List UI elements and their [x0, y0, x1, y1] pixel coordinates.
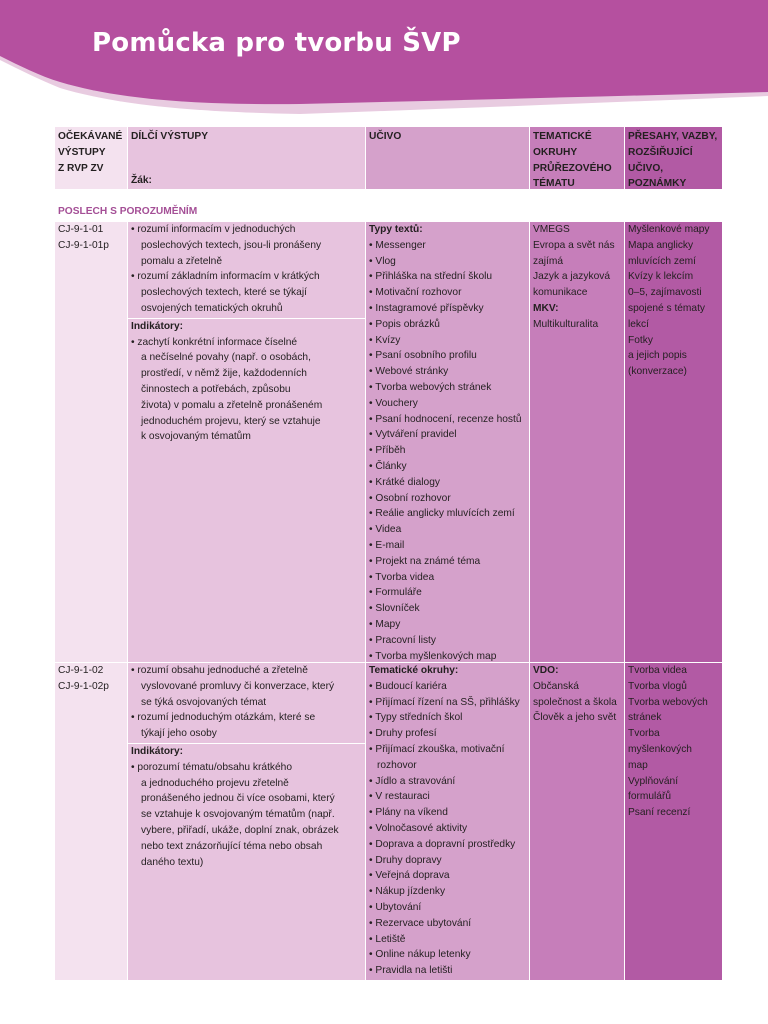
indicator-item — [131, 760, 362, 871]
content-item: • Přihláška na střední školu — [369, 271, 493, 283]
note-item: Mapa anglicky — [628, 239, 694, 251]
header-text: PŘESAHY, VAZBY, — [628, 131, 718, 142]
row2-codes — [55, 663, 127, 980]
header-text: PRŮŘEZOVÉHO — [533, 162, 612, 174]
outcome-code: CJ-9-1-02 — [58, 665, 104, 676]
content-list — [369, 679, 526, 979]
topic-item: Člověk a jeho svět — [533, 712, 617, 724]
note-item: Tvorba webových — [628, 696, 708, 708]
output-line: pomalu a zřetelně — [141, 255, 222, 267]
output-item — [131, 222, 362, 269]
indicator-line: jednoduchém projevu, který se vztahuje — [141, 415, 321, 427]
content-item: • Typy středních škol — [369, 712, 463, 724]
indicator-line: • zachytí konkrétní informace číselné — [131, 336, 298, 348]
notes-list — [628, 663, 719, 821]
header-subtext: Žák: — [131, 175, 152, 186]
content-item: • Instagramové příspěvky — [369, 302, 484, 314]
output-item — [131, 269, 362, 316]
note-item: a jejich popis — [628, 350, 687, 362]
outcome-code: CJ-9-1-02p — [58, 680, 109, 692]
topic-item: MKV: — [533, 302, 559, 314]
content-item: • Ubytování — [369, 901, 422, 913]
output-line: • rozumí základním informacím v krátkých — [131, 271, 320, 283]
topic-item: zajímá — [533, 255, 564, 267]
topic-item: Jazyk a jazyková — [533, 271, 611, 283]
note-item: map — [628, 759, 648, 771]
indicator-line: • porozumí tématu/obsahu krátkého — [131, 761, 292, 773]
content-item: • Pracovní listy — [369, 634, 436, 646]
content-item: • Vlog — [369, 255, 396, 267]
content-item: • Kvízy — [369, 334, 401, 346]
note-item: lekcí — [628, 318, 649, 330]
content-item: • Psaní osobního profilu — [369, 350, 477, 362]
content-item: • Osobní rozhovor — [369, 492, 451, 504]
content-item: • Tvorba webových stránek — [369, 381, 492, 393]
note-item: Psaní recenzí — [628, 807, 691, 819]
header-text: UČIVO — [369, 131, 402, 142]
indicator-line: pronášeného jednou či více osobami, který — [141, 793, 335, 805]
section-title: POSLECH S POROZUMĚNÍM — [58, 206, 198, 217]
title-banner — [0, 0, 768, 116]
note-item: spojené s tématy — [628, 302, 706, 314]
content-label: Tematické okruhy: — [369, 665, 459, 676]
content-item: • E-mail — [369, 539, 405, 551]
note-item: mluvících zemí — [628, 255, 696, 267]
content-item: • Popis obrázků — [369, 318, 440, 330]
notes-list — [628, 222, 719, 380]
note-item: Tvorba videa — [628, 665, 687, 676]
note-item: 0–5, zajímavosti — [628, 287, 702, 299]
content-item: • V restauraci — [369, 791, 430, 803]
content-item: • Tvorba myšlenkových map — [369, 650, 497, 662]
content-item: • Psaní hodnocení, recenze hostů — [369, 413, 522, 425]
indicator-line: k osvojovaným tématům — [141, 431, 251, 443]
header-notes — [625, 127, 722, 189]
row2-outputs — [128, 663, 365, 980]
header-expected-outcomes — [55, 127, 127, 189]
content-item: • Reálie anglicky mluvících zemí — [369, 508, 515, 520]
row2-notes — [625, 663, 722, 980]
topic-item: Evropa a svět nás — [533, 239, 615, 251]
indicator-line: prostředí, v němž žije, každodenních — [141, 368, 307, 380]
topic-item: Multikulturalita — [533, 318, 599, 330]
topic-item: Občanská — [533, 680, 579, 692]
content-item: • Budoucí kariéra — [369, 680, 447, 692]
row1-content — [366, 222, 529, 662]
indicators-label: Indikátory: — [131, 320, 184, 332]
row2-topics — [530, 663, 624, 980]
content-item: • Mapy — [369, 618, 401, 630]
content-item: rozhovor — [377, 759, 417, 771]
content-item: • Pravidla na letišti — [369, 965, 453, 977]
row1-outputs — [128, 222, 365, 662]
content-item: • Messenger — [369, 239, 426, 251]
content-item: • Online nákup letenky — [369, 949, 471, 961]
content-item: • Krátké dialogy — [369, 476, 440, 488]
output-item — [131, 663, 362, 710]
content-item: • Druhy dopravy — [369, 854, 442, 866]
output-line: vyslovované promluvy či konverzace, který — [141, 680, 335, 692]
content-item: • Vouchery — [369, 397, 418, 409]
note-item: formulářů — [628, 791, 672, 803]
topic-item: VDO: — [533, 665, 559, 676]
note-item: myšlenkových — [628, 743, 692, 755]
indicator-line: nebo text znázorňující téma nebo obsah — [141, 840, 323, 852]
output-line: • rozumí informacím v jednoduchých — [131, 224, 296, 235]
header-text: VÝSTUPY — [58, 146, 106, 158]
header-text: UČIVO, — [628, 162, 664, 174]
content-item: • Volnočasové aktivity — [369, 822, 468, 834]
note-item: (konverzace) — [628, 366, 687, 378]
banner-shape — [0, 0, 768, 116]
output-line: osvojených tematických okruhů — [141, 302, 283, 314]
note-item: Myšlenkové mapy — [628, 224, 710, 235]
content-item: • Jídlo a stravování — [369, 775, 456, 787]
page-title: Pomůcka pro tvorbu ŠVP — [92, 28, 461, 58]
row1-notes — [625, 222, 722, 662]
header-text: Z RVP ZV — [58, 162, 104, 174]
indicator-line: života) v pomalu a zřetelně pronášeném — [141, 399, 323, 411]
output-line: poslechových textech, které se týkají — [141, 287, 307, 299]
indicator-line: činnostech a potřebách, způsobu — [141, 383, 291, 395]
header-text: OČEKÁVANÉ — [58, 131, 123, 142]
note-item: Tvorba vlogů — [628, 680, 687, 692]
topic-item: společnost a škola — [533, 696, 617, 708]
content-item: • Přijímací zkouška, motivační — [369, 743, 505, 755]
note-item: Kvízy k lekcím — [628, 271, 694, 283]
row1-codes — [55, 222, 127, 662]
indicator-line: a nečíselné povahy (např. o osobách, — [141, 352, 311, 364]
topics-list — [533, 222, 621, 333]
outcome-code: CJ-9-1-01p — [58, 239, 109, 251]
header-crosscutting-topics — [530, 127, 624, 189]
content-item: • Slovníček — [369, 603, 420, 615]
output-line: • rozumí obsahu jednoduché a zřetelně — [131, 665, 308, 676]
content-item: • Formuláře — [369, 587, 422, 599]
note-item: Fotky — [628, 334, 653, 346]
output-line: • rozumí jednoduchým otázkám, které se — [131, 712, 316, 724]
content-item: • Letiště — [369, 933, 406, 945]
indicators-label: Indikátory: — [131, 745, 184, 757]
note-item: Tvorba — [628, 728, 660, 740]
content-item: • Projekt na známé téma — [369, 555, 481, 567]
output-line: týkají jeho osoby — [141, 728, 217, 740]
header-text: DÍLČÍ VÝSTUPY — [131, 131, 208, 142]
indicator-line: a jednoduchého projevu zřetelně — [141, 777, 289, 789]
content-item: • Příběh — [369, 445, 406, 457]
content-item: • Nákup jízdenky — [369, 886, 446, 898]
header-text: ROZŠIŘUJÍCÍ — [628, 146, 693, 158]
content-item: • Plány na víkend — [369, 807, 448, 819]
indicator-item — [131, 335, 362, 446]
content-item: • Vytváření pravidel — [369, 429, 457, 441]
indicator-line: se vztahuje k osvojovaným tématům (např. — [141, 809, 335, 821]
header-text: OKRUHY — [533, 146, 578, 158]
header-text: POZNÁMKY — [628, 178, 687, 189]
output-item — [131, 710, 362, 742]
content-item: • Webové stránky — [369, 366, 449, 378]
content-item: • Doprava a dopravní prostředky — [369, 838, 516, 850]
content-item: • Druhy profesí — [369, 728, 437, 740]
row1-topics — [530, 222, 624, 662]
content-item: • Veřejná doprava — [369, 870, 450, 882]
topics-list — [533, 663, 621, 726]
header-curriculum — [366, 127, 529, 189]
note-item: Vyplňování — [628, 775, 679, 787]
content-item: • Rezervace ubytování — [369, 917, 472, 929]
content-label: Typy textů: — [369, 224, 423, 235]
note-item: stránek — [628, 712, 662, 724]
header-text: TÉMATU — [533, 178, 575, 189]
content-item: • Motivační rozhovor — [369, 287, 462, 299]
header-partial-outcomes — [128, 127, 365, 189]
outcome-code: CJ-9-1-01 — [58, 224, 104, 235]
content-list — [369, 238, 526, 662]
topic-item: komunikace — [533, 287, 588, 299]
output-line: poslechových textech, jsou-li pronášeny — [141, 239, 322, 251]
row2-content — [366, 663, 529, 980]
content-item: • Tvorba videa — [369, 571, 435, 583]
content-item: • Přijímací řízení na SŠ, přihlášky — [369, 696, 520, 708]
header-text: TEMATICKÉ — [533, 131, 592, 142]
content-item: • Články — [369, 460, 407, 472]
content-item: • Videa — [369, 524, 402, 536]
topic-item: VMEGS — [533, 224, 570, 235]
indicator-line: vybere, přiřadí, ukáže, doplní znak, obrázek — [141, 824, 339, 836]
output-line: se týká osvojovaných témat — [141, 696, 267, 708]
indicator-line: daného textu) — [141, 856, 204, 868]
